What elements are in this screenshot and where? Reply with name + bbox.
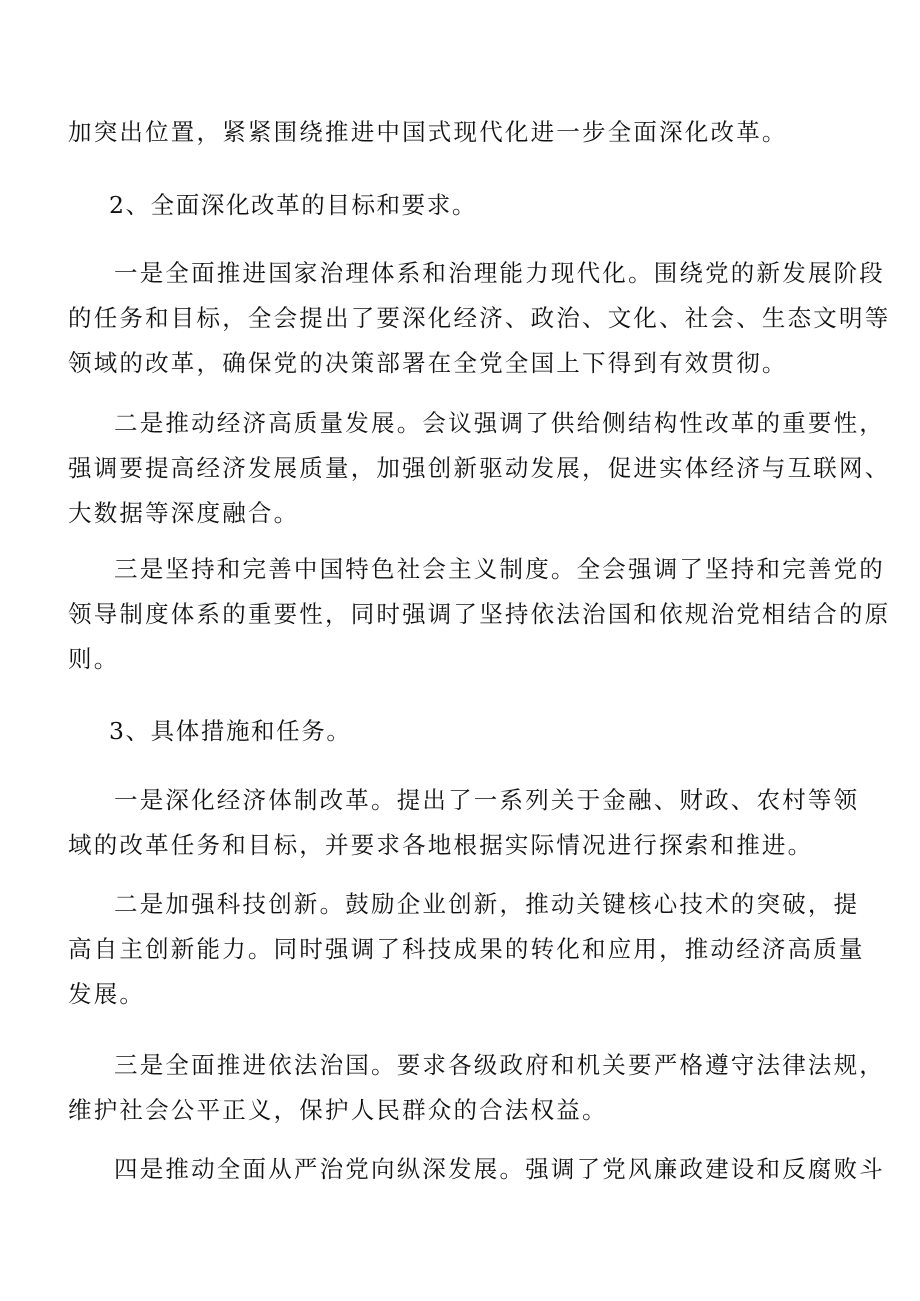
paragraph-line: 一是全面推进国家治理体系和治理能力现代化。围绕党的新发展阶段 (114, 259, 885, 287)
paragraph-line: 高自主创新能力。同时强调了科技成果的转化和应用，推动经济高质量 (68, 935, 865, 963)
paragraph-line: 的任务和目标，全会提出了要深化经济、政治、文化、社会、生态文明等 (68, 304, 891, 332)
paragraph-line: 四是推动全面从严治党向纵深发展。强调了党风廉政建设和反腐败斗 (114, 1155, 885, 1183)
paragraph-line: 三是坚持和完善中国特色社会主义制度。全会强调了坚持和完善党的 (114, 555, 885, 583)
paragraph-line: 领导制度体系的重要性，同时强调了坚持依法治国和依规治党相结合的原 (68, 600, 891, 628)
paragraph-line: 域的改革任务和目标，并要求各地根据实际情况进行探索和推进。 (68, 831, 814, 859)
section-heading: 3、具体措施和任务。 (109, 717, 352, 745)
paragraph-line: 二是推动经济高质量发展。会议强调了供给侧结构性改革的重要性， (114, 409, 885, 437)
paragraph-line: 维护社会公平正义，保护人民群众的合法权益。 (68, 1096, 608, 1124)
paragraph-line: 则。 (68, 645, 120, 673)
section-heading: 2、全面深化改革的目标和要求。 (109, 191, 477, 219)
paragraph-line: 领域的改革，确保党的决策部署在全党全国上下得到有效贯彻。 (68, 349, 788, 377)
paragraph-line: 大数据等深度融合。 (68, 499, 300, 527)
paragraph-line: 加突出位置，紧紧围绕推进中国式现代化进一步全面深化改革。 (68, 118, 788, 146)
paragraph-line: 强调要提高经济发展质量，加强创新驱动发展，促进实体经济与互联网、 (68, 454, 891, 482)
paragraph-line: 一是深化经济体制改革。提出了一系列关于金融、财政、农村等领 (114, 786, 860, 814)
paragraph-line: 二是加强科技创新。鼓励企业创新，推动关键核心技术的突破，提 (114, 890, 860, 918)
paragraph-line: 三是全面推进依法治国。要求各级政府和机关要严格遵守法律法规， (114, 1051, 885, 1079)
paragraph-line: 发展。 (68, 980, 146, 1008)
